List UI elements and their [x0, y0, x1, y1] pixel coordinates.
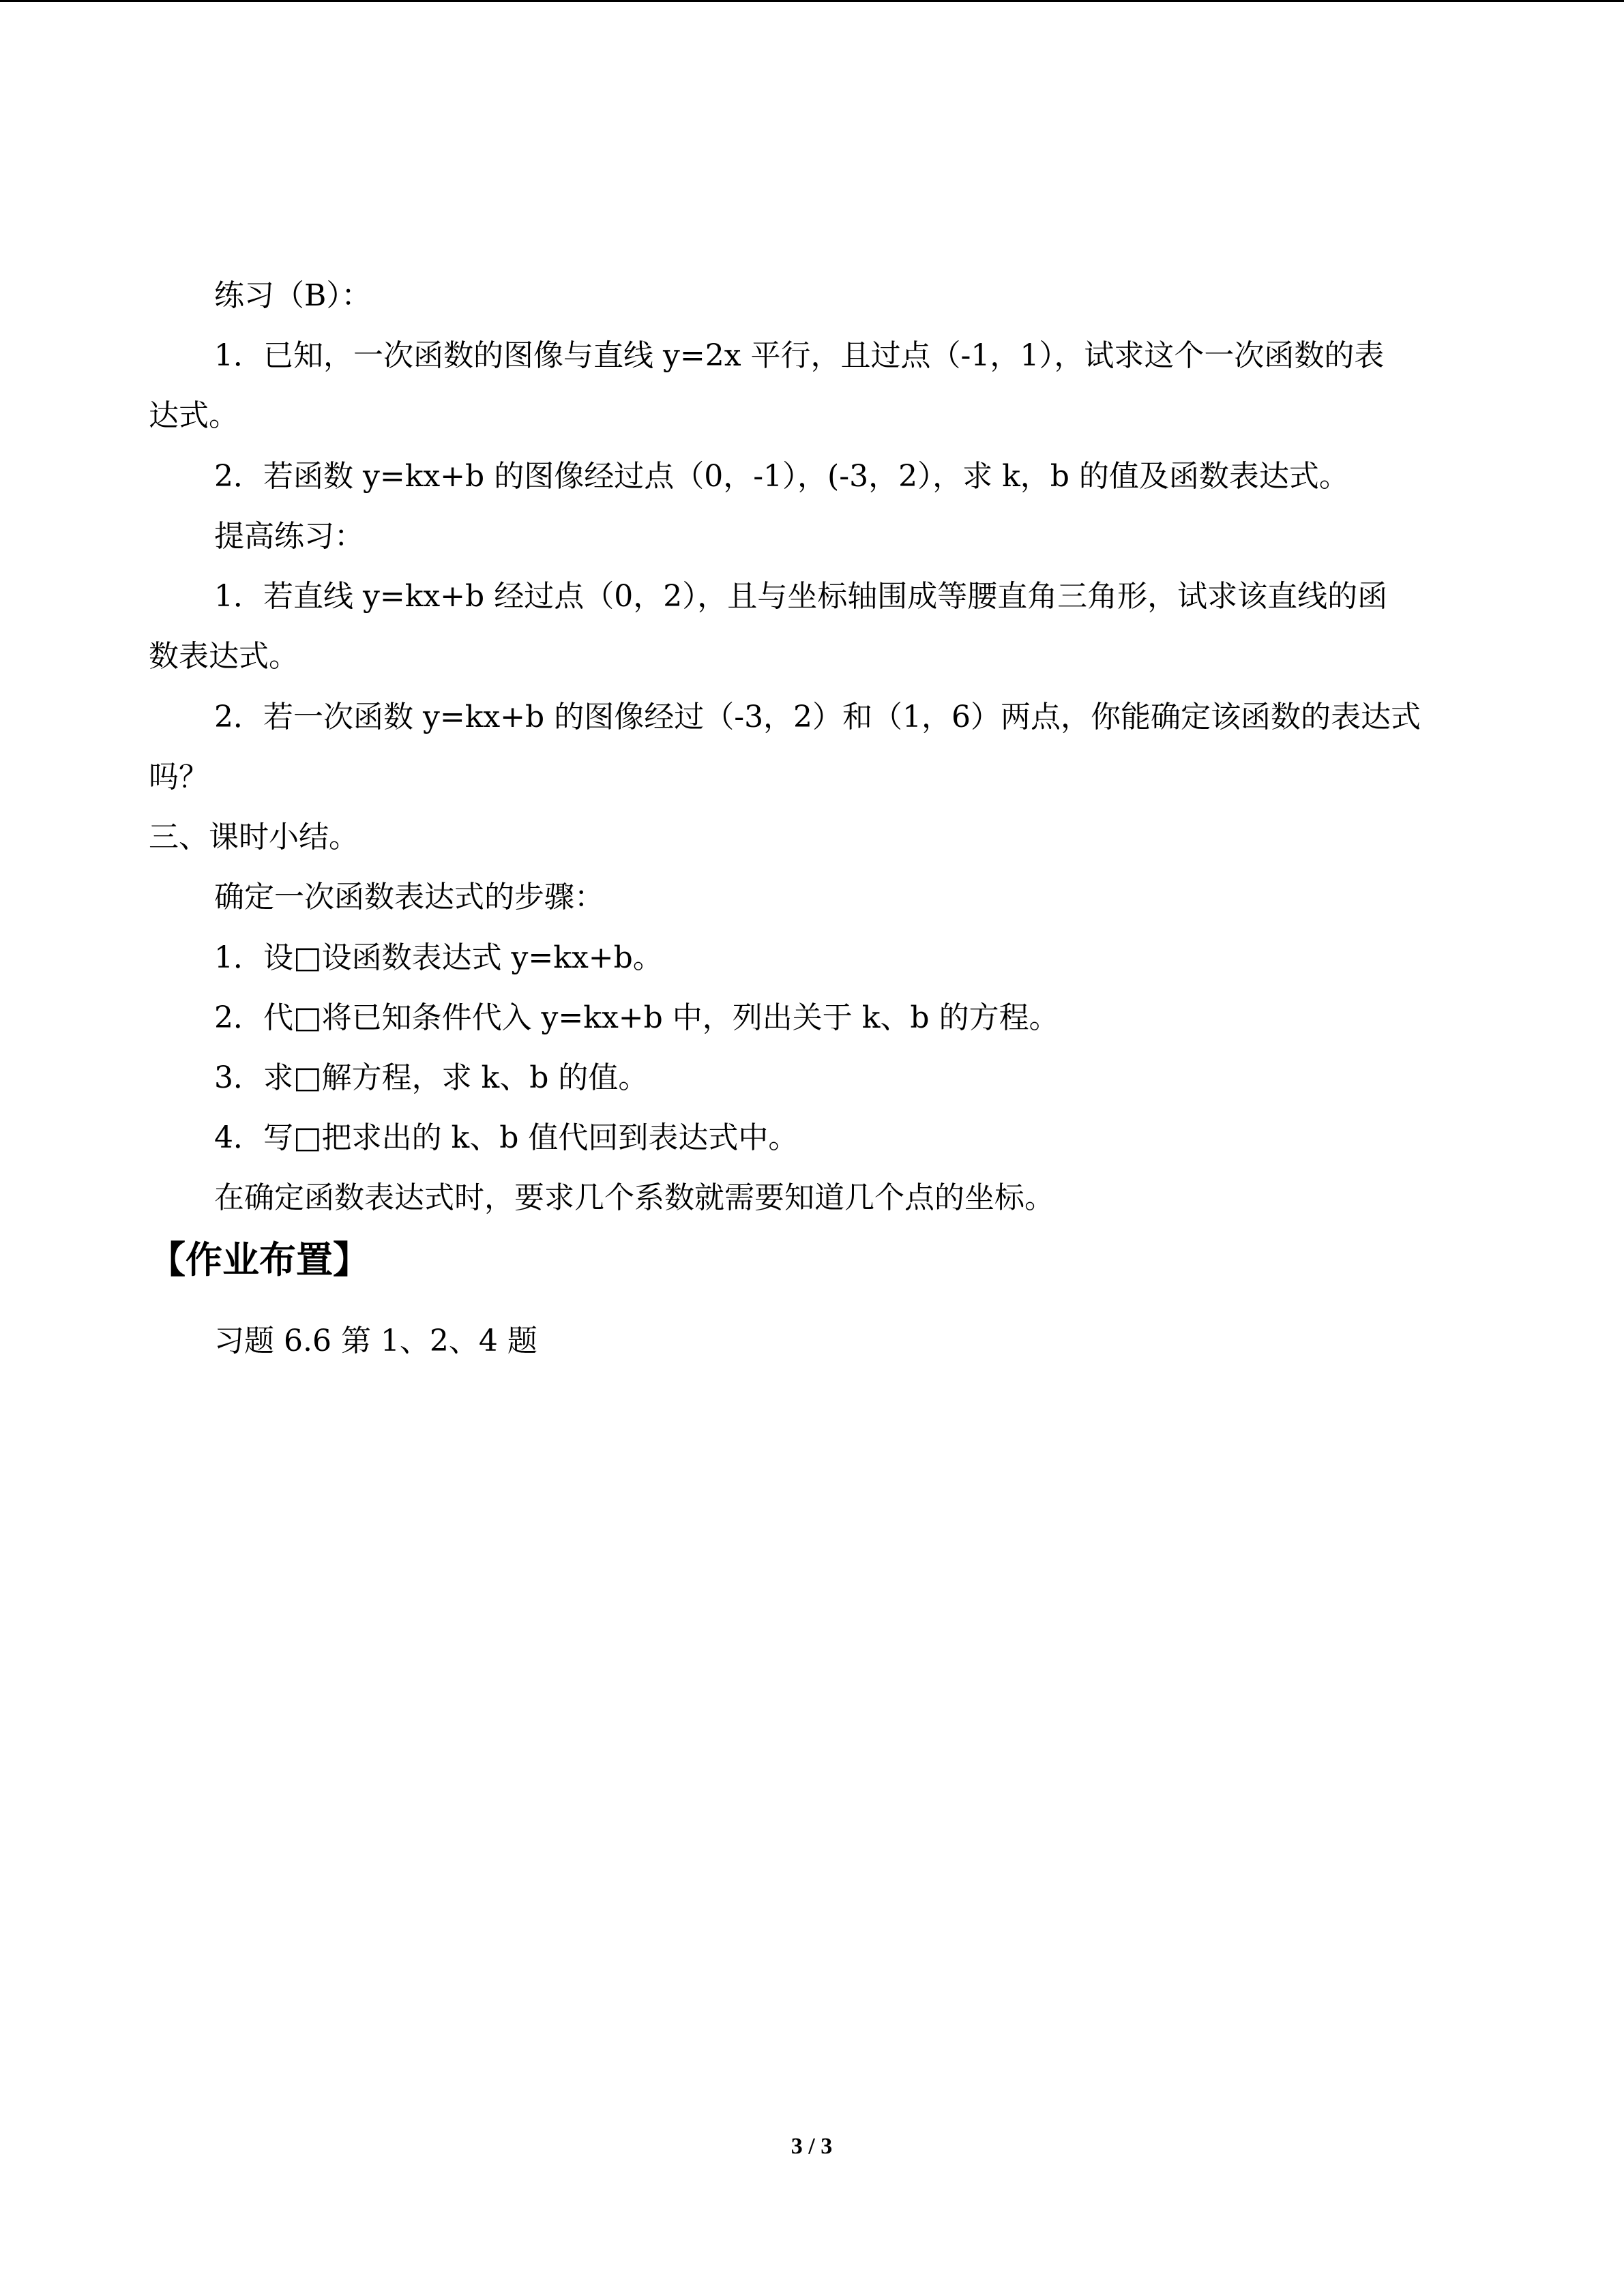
advanced-practice-title: 提高练习：	[214, 519, 364, 554]
summary-conclusion: 在确定函数表达式时，要求几个系数就需要知道几个点的坐标。	[214, 1180, 1054, 1215]
homework-text: 习题 6.6 第 1、2、4 题	[214, 1324, 537, 1358]
summary-intro: 确定一次函数表达式的步骤：	[214, 880, 604, 914]
practice-b-question-1-line-1: 1．已知，一次函数的图像与直线 y=2x 平行，且过点（-1，1），试求这个一次函数的表	[214, 338, 1385, 373]
page-number: 3 / 3	[791, 2134, 833, 2159]
practice-b-question-2: 2．若函数 y=kx+b 的图像经过点（0，-1），(-3，2），求 k，b 的值及函数表达式。	[214, 459, 1349, 494]
practice-b-title: 练习（B）：	[214, 278, 372, 313]
advanced-question-2-line-1: 2．若一次函数 y=kx+b 的图像经过（-3，2）和（1，6）两点，你能确定该函数的表达式	[214, 700, 1421, 734]
summary-step-4: 4．写□把求出的 k、b 值代回到表达式中。	[214, 1120, 799, 1155]
summary-title: 三、课时小结。	[149, 820, 359, 854]
advanced-question-2-line-2: 吗？	[149, 760, 209, 794]
advanced-question-1-line-2: 数表达式。	[149, 639, 299, 674]
homework-heading: 【作业布置】	[149, 1238, 370, 1281]
summary-step-3: 3．求□解方程，求 k、b 的值。	[214, 1060, 649, 1095]
advanced-question-1-line-1: 1．若直线 y=kx+b 经过点（0，2），且与坐标轴围成等腰直角三角形，试求该直线的函	[214, 579, 1388, 614]
summary-step-1: 1．设□设函数表达式 y=kx+b。	[214, 940, 663, 975]
practice-b-question-1-line-2: 达式。	[149, 398, 239, 433]
summary-step-2: 2．代□将已知条件代入 y=kx+b 中，列出关于 k、b 的方程。	[214, 1000, 1059, 1035]
